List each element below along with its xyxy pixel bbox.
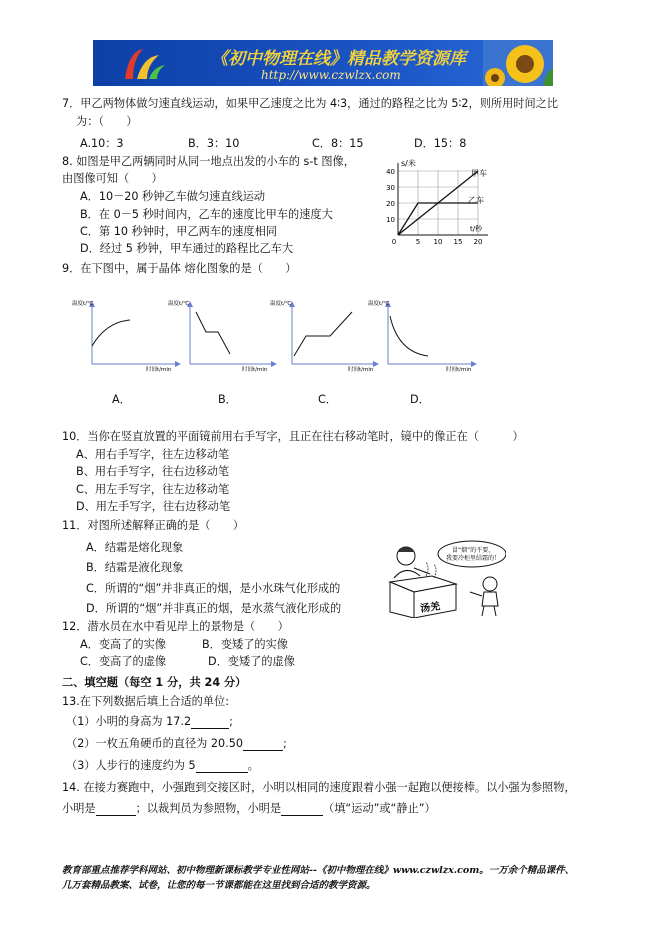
speech-bubble (438, 541, 506, 567)
graph-c (270, 299, 376, 373)
st-xlabel: t/秒 (470, 225, 483, 233)
q9-label-c: C． (318, 393, 337, 406)
q13-item-1-end: ; (229, 715, 233, 728)
q11-option-c: C．所谓的“烟”并非真正的烟，是小水珠气化形成的 (86, 582, 341, 595)
st-ytick-label: 40 (386, 168, 395, 176)
st-series-label-yi: 乙车 (468, 196, 484, 205)
q7-stem: 7．甲乙两物体做匀速直线运动，如果甲乙速度之比为 4∶3，通过的路程之比为 5∶2，则所用时间之比 (62, 97, 559, 110)
q12-option-d: D．变矮了的虚像 (208, 655, 295, 668)
q14-blank-2[interactable] (281, 803, 323, 816)
child-figure-icon (470, 577, 498, 616)
q7-stem-cont: 为：（ ） (76, 115, 138, 128)
q9-label-d: D． (410, 393, 430, 406)
q11-illustration (386, 538, 506, 618)
graph-b-line (196, 312, 230, 354)
q9-label-a: A． (112, 393, 131, 406)
graph-d-xlabel: 时间t/min (446, 367, 472, 373)
q7-option-b: B．3：10 (188, 137, 240, 150)
q13-item-2 (66, 737, 287, 751)
graph-d-ylabel: 温度t/℃ (368, 301, 390, 307)
graph-c-ylabel: 温度t/℃ (270, 301, 292, 307)
graph-b-ylabel: 温度t/℃ (168, 301, 190, 307)
st-ytick-label: 10 (386, 216, 395, 224)
section2-title: 二、填空题（每空 1 分，共 24 分） (62, 676, 247, 689)
sunflower-icon (483, 40, 553, 86)
speech-bubble-line1: 冒“烟”的不要， (452, 547, 495, 554)
q13-item-3 (66, 759, 259, 773)
q11-option-b: B．结霜是液化现象 (86, 561, 184, 574)
q13-stem: 13.在下列数据后填上合适的单位: (62, 695, 229, 708)
q12-option-a: A．变高了的实像 (80, 638, 166, 651)
q10-stem: 10．当你在竖直放置的平面镜前用右手写字，且正在往右移动笔时，镜中的像正在（ ） (62, 430, 524, 443)
graph-b-xlabel: 时间t/min (242, 367, 268, 373)
graph-c-xlabel: 时间t/min (348, 367, 374, 373)
q13-item-3-text: （3）人步行的速度约为 5 (66, 759, 196, 772)
q9-graphs (66, 296, 496, 378)
q8-stem-cont: 由图像可知（ ） (62, 172, 163, 185)
q8-option-c: C．第 10 秒钟时，甲乙两车的速度相同 (80, 225, 277, 238)
st-series-label-jia: 甲车 (471, 169, 487, 178)
q8-stem: 8. 如图是甲乙两辆同时从同一地点出发的小车的 s-t 图像， (62, 155, 355, 168)
q14-blank-1[interactable] (96, 803, 136, 816)
graph-d (368, 299, 474, 373)
footer-line1: 教育部重点推荐学科网站、初中物理新课标教学专业性网站--《初中物理在线》www.czwlzx.com。一万余个精品课件、 (62, 865, 575, 876)
q13-item-1-text: （1）小明的身高为 17.2 (66, 715, 192, 728)
q7-option-c: C．8：15 (312, 137, 364, 150)
q10-option-b: B、用右手写字，往右边移动笔 (76, 465, 230, 478)
q12-option-c: C．变高了的虚像 (80, 655, 167, 668)
q11-option-d: D．所谓的“烟”并非真正的烟，是水蒸气液化形成的 (86, 602, 342, 615)
q11-stem: 11．对图所述解释正确的是（ ） (62, 519, 245, 532)
st-xtick-label: 15 (453, 238, 463, 245)
q10-option-c: C、用左手写字，往左边移动笔 (76, 483, 230, 496)
graph-d-curve (390, 316, 428, 356)
graph-c-line (294, 312, 352, 356)
st-ylabel: s/米 (401, 159, 416, 168)
q14-line2-b: ；以裁判员为参照物，小明是 (135, 802, 282, 815)
site-logo-icon (119, 43, 167, 83)
graph-b (168, 299, 274, 373)
st-xtick-label: 10 (433, 238, 443, 245)
q8-option-d: D．经过 5 秒钟，甲车通过的路程比乙车大 (80, 242, 294, 255)
st-graph (376, 157, 494, 245)
graph-a-ylabel: 温度t/℃ (72, 301, 94, 307)
q11-option-a: A．结霜是熔化现象 (86, 541, 184, 554)
q7-option-d: D．15：8 (414, 137, 467, 150)
freezer-label: 汤羌 (419, 601, 441, 615)
q12-option-b: B．变矮了的实像 (202, 638, 288, 651)
st-xtick-label: 0 (391, 238, 397, 245)
st-xtick-label: 5 (415, 238, 421, 245)
q14-line1: 14. 在接力赛跑中，小强跑到交接区时，小明以相同的速度跟着小强一起跑以便接棒。以小强为参照物， (62, 781, 576, 794)
st-xtick-label: 20 (473, 238, 483, 245)
q14-line2 (62, 802, 436, 816)
st-ytick-label: 20 (386, 200, 395, 208)
q7-option-a: A.10：3 (80, 137, 124, 150)
q13-blank-3[interactable] (196, 760, 248, 773)
q9-label-b: B． (218, 393, 237, 406)
q13-blank-1[interactable] (191, 716, 229, 729)
graph-a (72, 299, 178, 373)
graph-a-xlabel: 时间t/min (146, 367, 172, 373)
q14-line2-a: 小明是 (62, 802, 96, 815)
speech-bubble-line2: 我要冷柜里结霜的！ (446, 555, 501, 562)
q12-stem: 12．潜水员在水中看见岸上的景物是（ ） (62, 620, 289, 633)
q13-blank-2[interactable] (243, 738, 283, 751)
q13-item-1 (66, 715, 233, 729)
q10-option-a: A、用右手写字，往左边移动笔 (76, 448, 230, 461)
q8-option-b: B．在 0－5 秒时间内，乙车的速度比甲车的速度大 (80, 208, 333, 221)
q8-option-a: A．10－20 秒钟乙车做匀速直线运动 (80, 190, 266, 203)
q10-option-d: D、用左手写字，往右边移动笔 (76, 500, 231, 513)
q14-line2-c: （填“运动”或“静止”） (323, 802, 436, 815)
q13-item-2-end: ; (282, 737, 287, 750)
header-banner (93, 40, 553, 86)
banner-url[interactable]: http://www.czwlzx.com (261, 68, 401, 82)
q13-item-3-end: 。 (247, 759, 259, 772)
vendor-figure-icon (394, 547, 430, 578)
footer-line2: 几万套精品教案、试卷，让您的每一节课都能在这里找到合适的教学资源。 (62, 880, 376, 891)
st-ytick-label: 30 (386, 184, 395, 192)
q9-stem: 9．在下图中，属于晶体 熔化图象的是（ ） (62, 262, 297, 275)
q13-item-2-text: （2）一枚五角硬币的直径为 20.50 (66, 737, 243, 750)
freezer-box-icon (390, 562, 456, 618)
banner-title: 《初中物理在线》精品教学资源库 (211, 49, 466, 69)
graph-a-curve (92, 320, 130, 346)
